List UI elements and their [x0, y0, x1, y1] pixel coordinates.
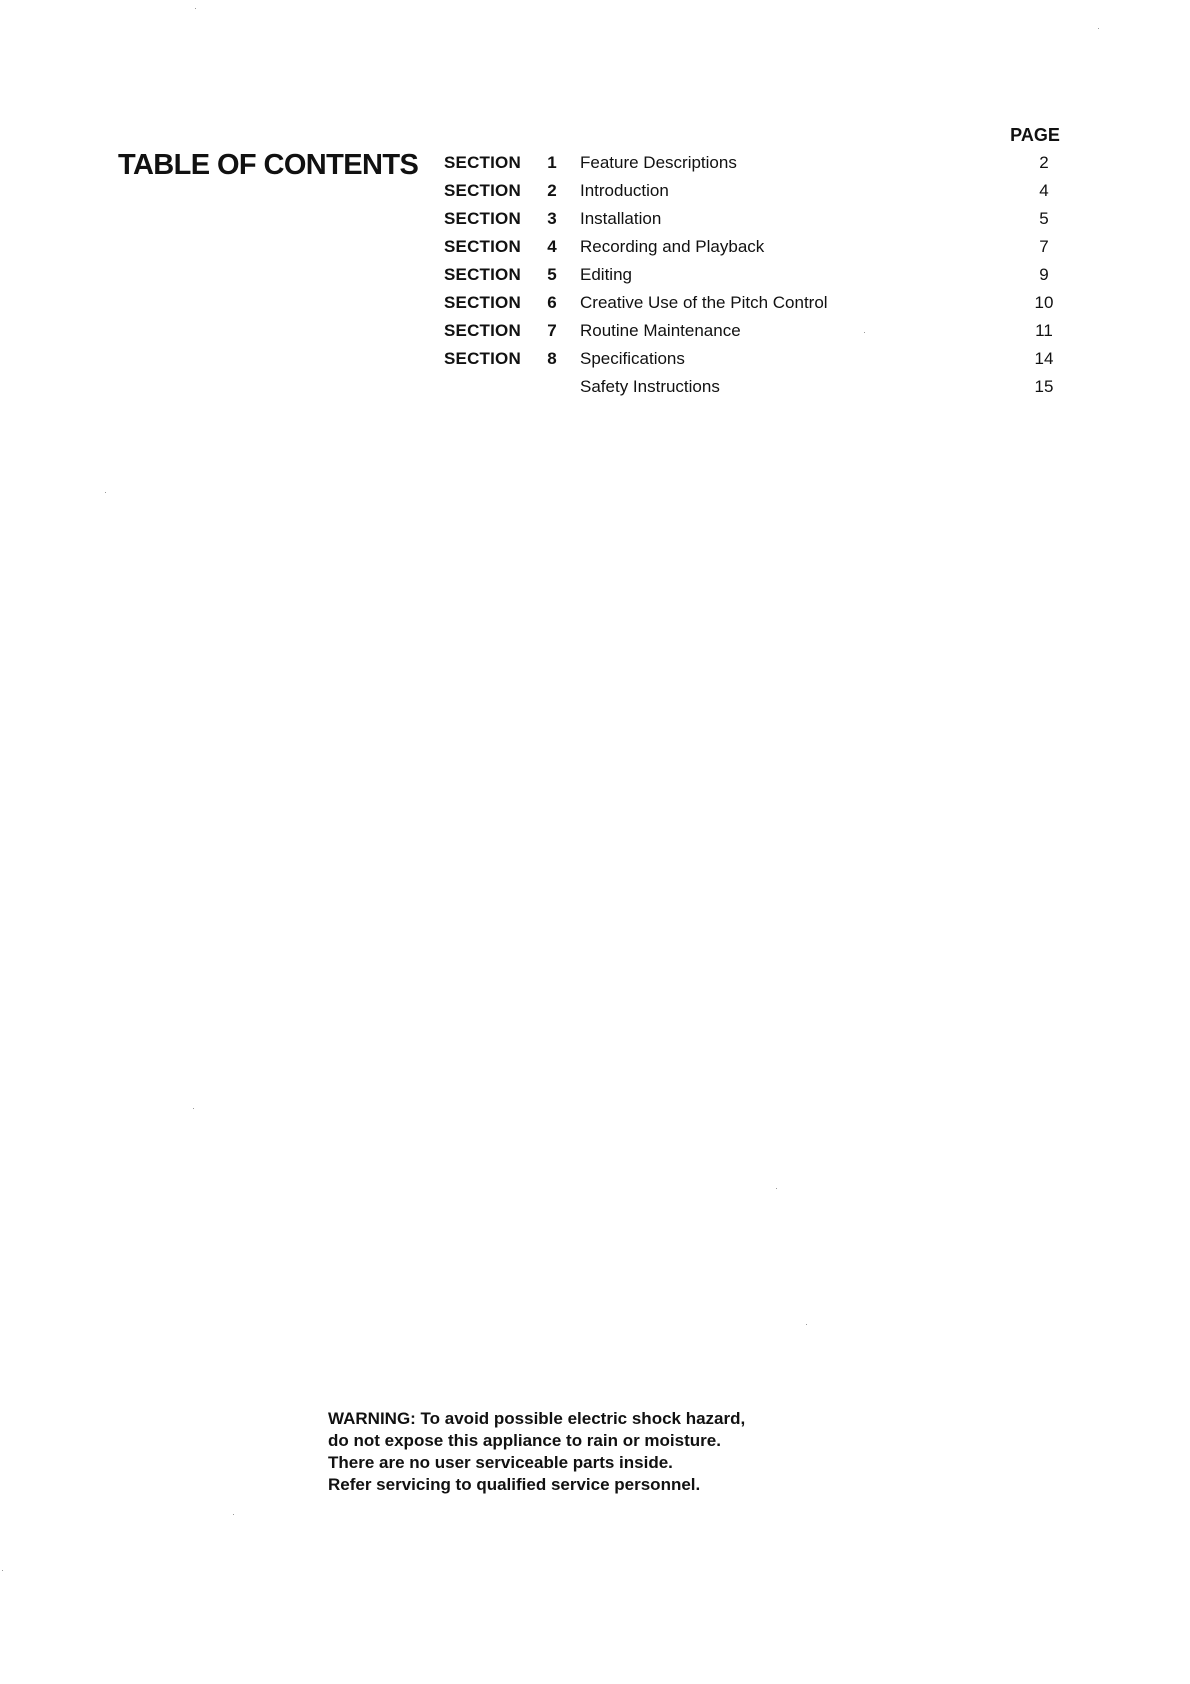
warning-line: There are no user serviceable parts inside.	[328, 1453, 673, 1472]
section-label: SECTION	[444, 181, 521, 200]
section-label: SECTION	[444, 209, 521, 228]
section-page-number: 15	[1034, 377, 1054, 396]
toc-list	[444, 150, 1064, 402]
scan-speck	[195, 8, 196, 9]
section-title: Routine Maintenance	[580, 321, 741, 340]
section-title: Recording and Playback	[580, 237, 765, 256]
section-number: 4	[547, 237, 557, 256]
section-number: 6	[547, 293, 557, 312]
toc-entry-section-1	[444, 150, 1064, 178]
section-title: Safety Instructions	[580, 377, 720, 396]
section-number: 7	[547, 321, 557, 340]
section-page-number: 11	[1035, 321, 1053, 340]
section-title: Installation	[580, 209, 662, 228]
toc-entry-section-2	[444, 178, 1064, 206]
scan-speck	[193, 1108, 194, 1109]
scan-speck	[1098, 28, 1099, 29]
section-title: Editing	[580, 265, 632, 284]
section-title: Specifications	[580, 349, 685, 368]
table-of-contents-title: TABLE OF CONTENTS	[118, 149, 419, 181]
toc-entry-section-6	[444, 290, 1064, 318]
section-number: 5	[547, 265, 557, 284]
section-page-number: 2	[1039, 153, 1049, 172]
section-page-number: 10	[1034, 293, 1054, 312]
section-label: SECTION	[444, 349, 521, 368]
toc-entry-section-4	[444, 234, 1064, 262]
section-label: SECTION	[444, 237, 521, 256]
section-number: 2	[547, 181, 557, 200]
scan-speck	[864, 332, 865, 333]
toc-entry-safety-instructions	[444, 374, 1064, 402]
section-label: SECTION	[444, 265, 521, 284]
section-label: SECTION	[444, 293, 521, 312]
section-page-number: 7	[1039, 237, 1049, 256]
toc-entry-section-8	[444, 346, 1064, 374]
section-label: SECTION	[444, 153, 521, 172]
section-number: 3	[547, 209, 557, 228]
warning-line: do not expose this appliance to rain or moisture.	[328, 1431, 721, 1450]
toc-entry-section-3	[444, 206, 1064, 234]
scan-speck	[105, 492, 106, 493]
section-page-number: 5	[1039, 209, 1049, 228]
section-number: 8	[547, 349, 557, 368]
warning-line: WARNING: To avoid possible electric shock hazard,	[328, 1409, 746, 1428]
section-page-number: 4	[1039, 181, 1049, 200]
toc-entry-section-7	[444, 318, 1064, 346]
section-page-number: 14	[1034, 349, 1054, 368]
section-number: 1	[547, 153, 557, 172]
scan-speck	[233, 1514, 234, 1515]
page-column-header: PAGE	[1010, 125, 1060, 145]
section-title: Introduction	[580, 181, 669, 200]
scan-speck	[806, 1324, 807, 1325]
section-title: Creative Use of the Pitch Control	[580, 293, 828, 312]
section-page-number: 9	[1039, 265, 1049, 284]
scan-speck	[2, 1570, 3, 1571]
safety-warning-notice	[328, 1408, 745, 1496]
toc-entry-section-5	[444, 262, 1064, 290]
section-label: SECTION	[444, 321, 521, 340]
section-title: Feature Descriptions	[580, 153, 737, 172]
warning-line: Refer servicing to qualified service personnel.	[328, 1475, 701, 1494]
scan-speck	[776, 1188, 777, 1189]
